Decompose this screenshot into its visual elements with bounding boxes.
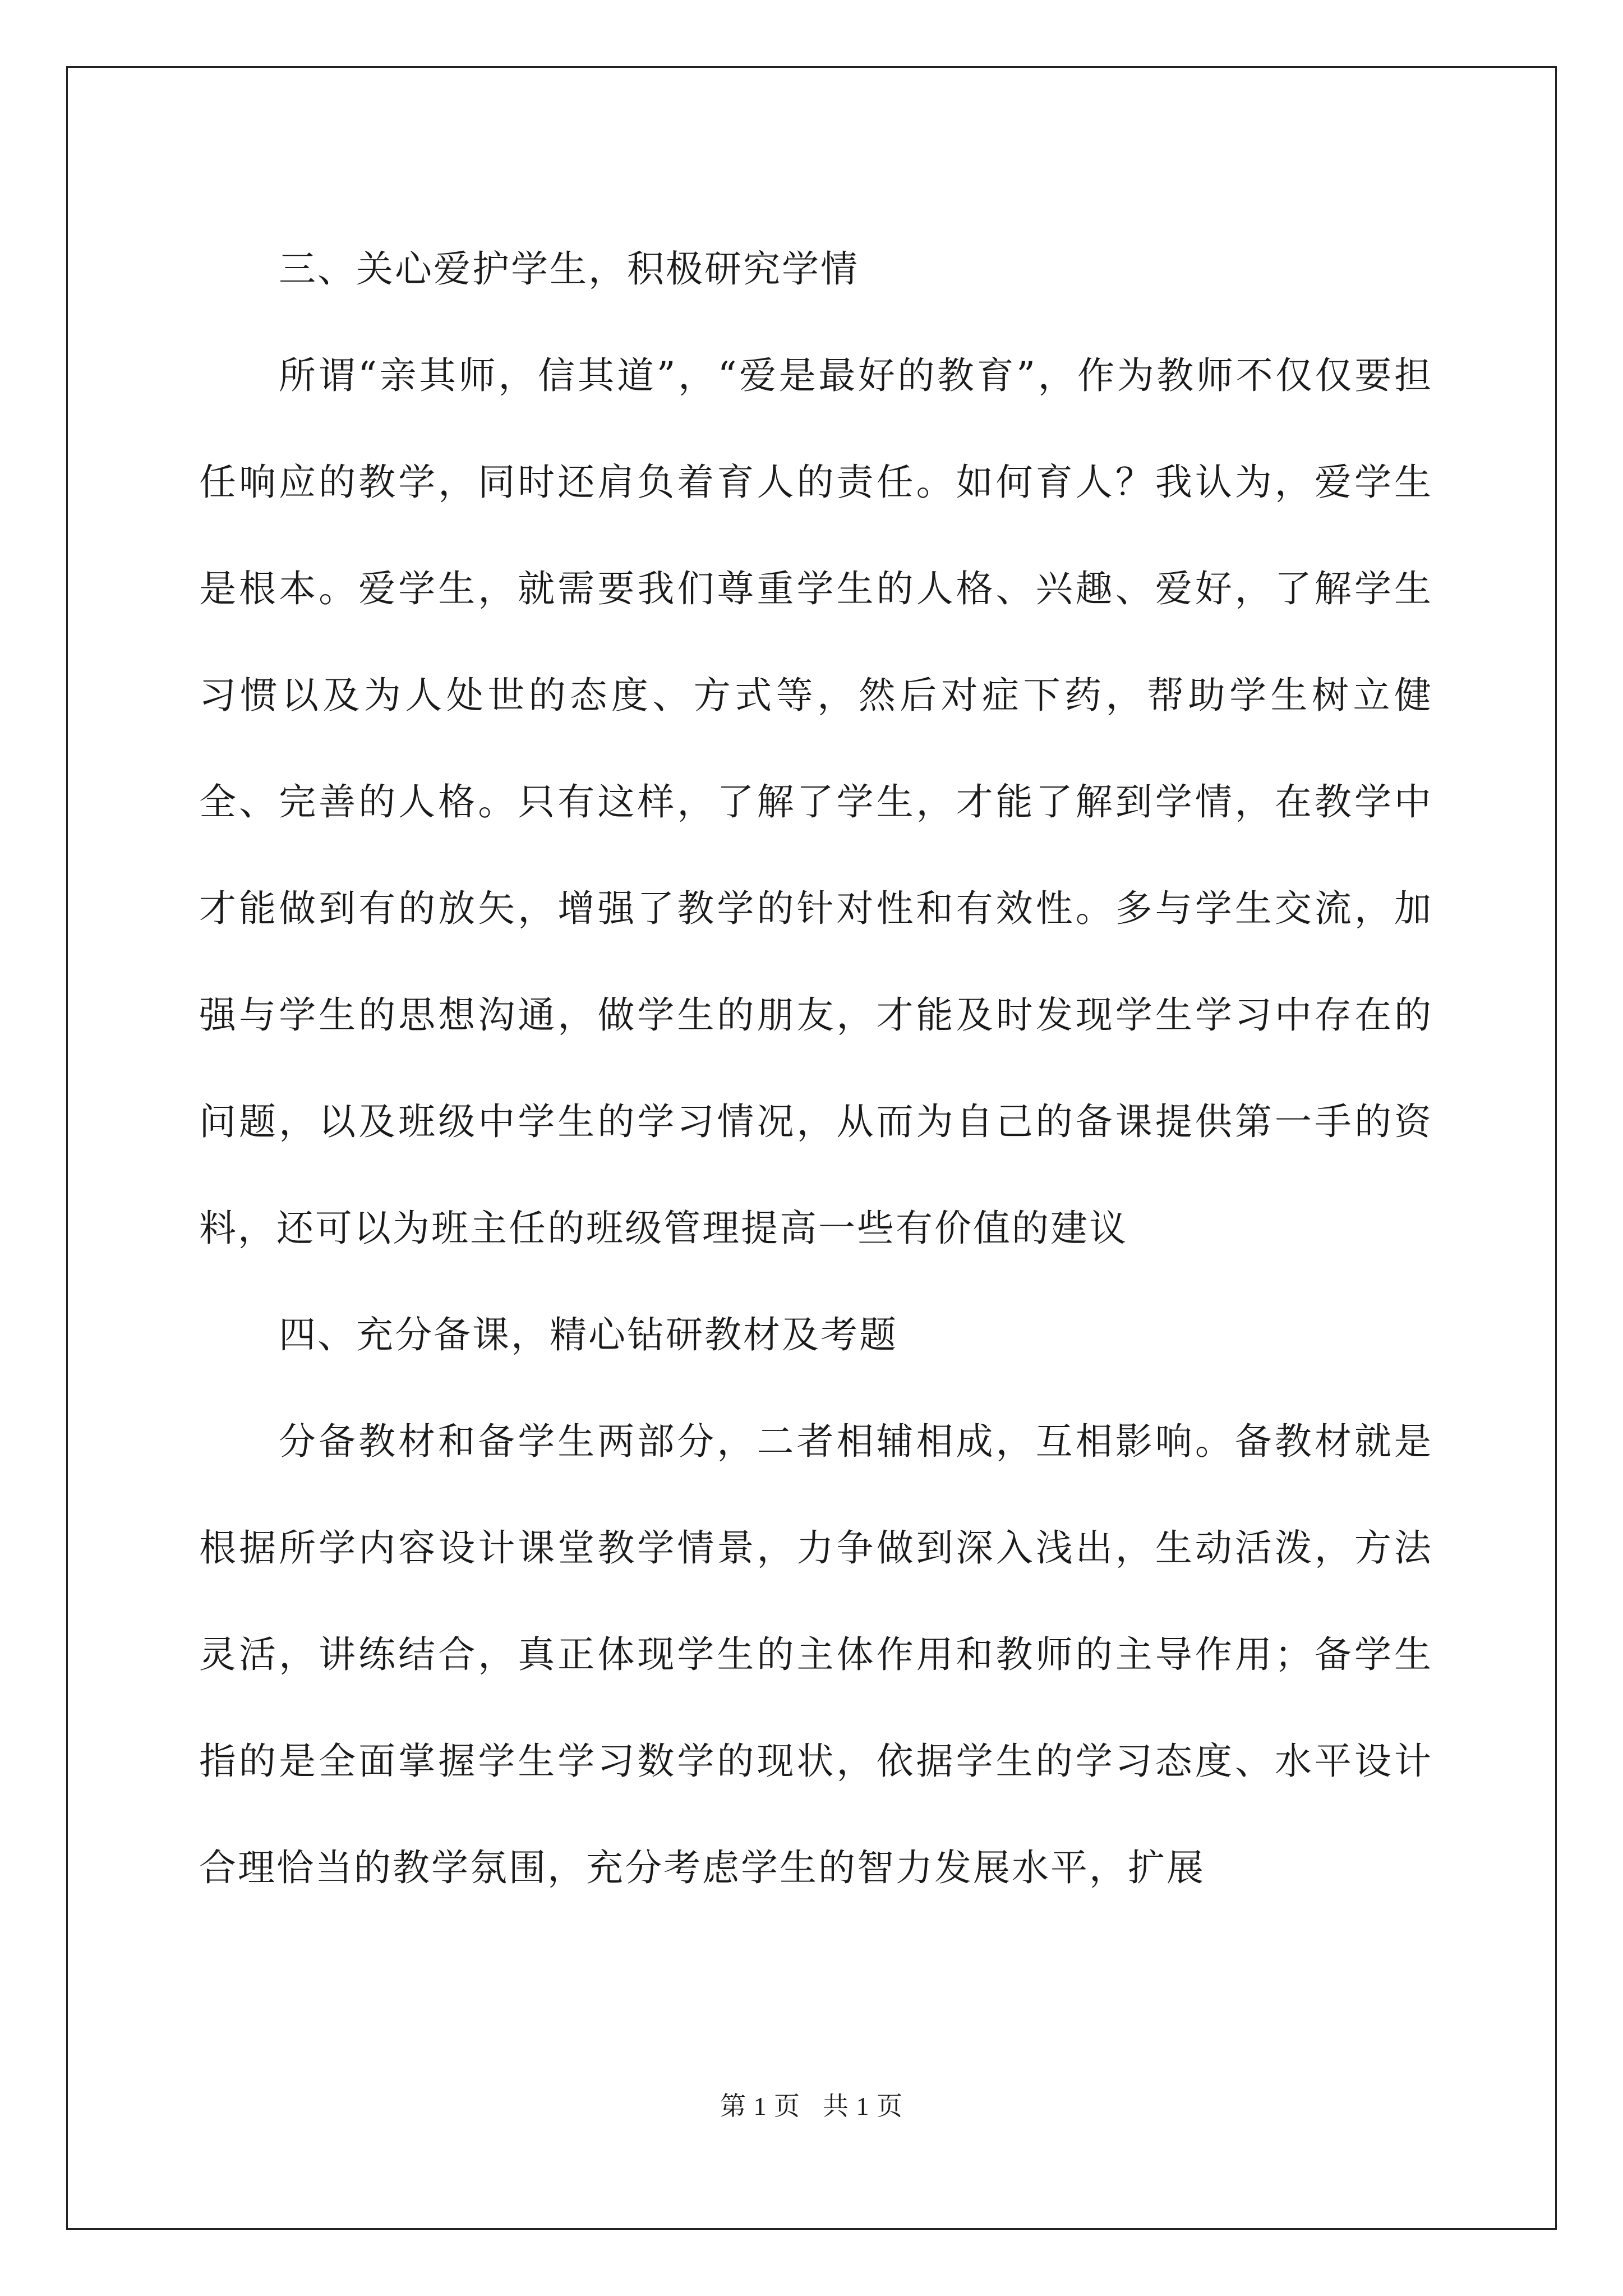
document-body [199,216,1433,1921]
page-number: 第 1 页 [720,2092,800,2120]
section-paragraph-3: 所谓“亲其师，信其道”，“爱是最好的教育”，作为教师不仅仅要担任响应的教学，同时还肩负着育人的责任。如何育人？我认为，爱学生是根本。爱学生，就需要我们尊重学生的人格、兴趣、爱好，了解学生习惯以及为人处世的态度、方式等，然后对症下药，帮助学生树立健全、完善的人格。只有这样，了解了学生，才能了解到学情，在教学中才能做到有的放矢，增强了教学的针对性和有效性。多与学生交流，加强与学生的思想沟通，做学生的朋友，才能及时发现学生学习中存在的问题，以及班级中学生的学习情况，从而为自己的备课提供第一手的资料，还可以为班主任的班级管理提高一些有价值的建议 [199,354,1433,1250]
section-heading-3: 三、关心爱护学生，积极研究学情 [279,247,859,291]
section-paragraph-4: 分备教材和备学生两部分，二者相辅相成，互相影响。备教材就是根据所学内容设计课堂教学情景，力争做到深入浅出，生动活泼，方法灵活，讲练结合，真正体现学生的主体作用和教师的主导作用；备学生指的是全面掌握学生学习数学的现状，依据学生的学习态度、水平设计合理恰当的教学氛围，充分考虑学生的智力发展水平，扩展 [199,1420,1433,1889]
page-footer [0,2086,1623,2123]
page-total: 共 1 页 [823,2092,903,2120]
section-heading-4: 四、充分备课，精心钻研教材及考题 [279,1313,898,1356]
